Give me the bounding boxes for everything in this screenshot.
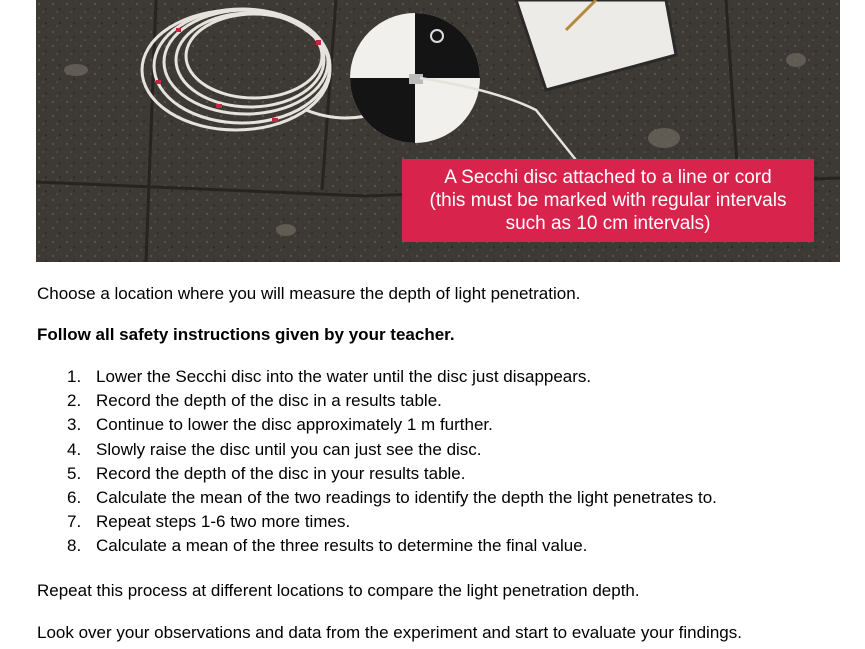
step-number: 1. [67,367,82,386]
step-number: 5. [67,463,82,483]
step-text: Calculate the mean of the two readings to identify the depth the light penetrates to. [96,488,717,508]
step-number: 2. [67,391,82,411]
secchi-disc-photo [36,0,840,262]
list-item [37,438,717,462]
intro-text: Choose a location where you will measure the depth of light penetration. [37,284,581,303]
step-text: Slowly raise the disc until you can just see the disc. [96,439,482,459]
list-item [37,534,717,558]
step-text: Continue to lower the disc approximately 1 m further. [96,415,493,435]
step-text: Record the depth of the disc in your results table. [96,463,466,483]
step-text: Lower the Secchi disc into the water until the disc just disappears. [96,367,592,386]
caption-line: A Secchi disc attached to a line or cord [444,167,772,188]
step-text: Calculate a mean of the three results to determine the final value. [96,536,588,556]
repeat-text: Repeat this process at different locations to compare the light penetration depth. [37,581,640,600]
list-item [37,486,717,510]
photo-caption [402,159,814,242]
procedure-steps [37,365,717,559]
safety-instruction: Follow all safety instructions given by your teacher. [37,325,455,344]
step-number: 3. [67,415,82,435]
secchi-disc [350,13,480,143]
step-number: 7. [67,512,82,532]
step-text: Record the depth of the disc in a results table. [96,391,442,411]
list-item [37,462,717,486]
evaluate-text: Look over your observations and data from the experiment and start to evaluate your findings. [37,623,742,642]
list-item [37,510,717,534]
list-item [37,365,717,389]
step-number: 4. [67,439,82,459]
caption-line: (this must be marked with regular intervals [429,190,787,211]
list-item [37,413,717,437]
step-number: 8. [67,536,82,556]
step-number: 6. [67,488,82,508]
caption-line: such as 10 cm intervals) [505,213,711,234]
step-text: Repeat steps 1-6 two more times. [96,512,351,532]
list-item [37,389,717,413]
